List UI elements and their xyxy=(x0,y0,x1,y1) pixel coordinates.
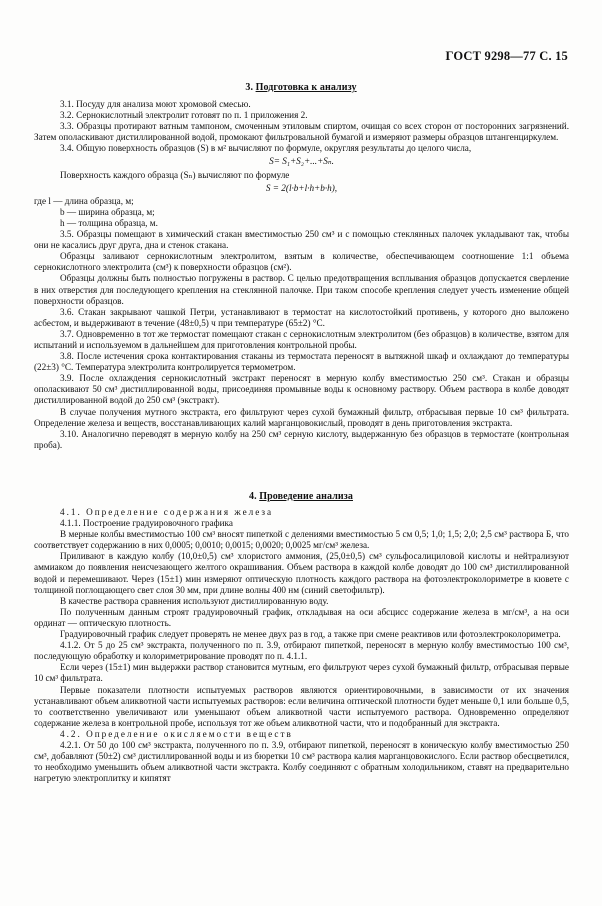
section-4-body xyxy=(34,507,569,784)
paragraph-4-1-2: 4.1.2. От 5 до 25 см³ экстракта, полученного по п. 3.9, отбирают пипеткой, переносят в мерную колбу вместимостью 100 см³, последующую обработку и колориметрирование проводят по п. 4.1.1. xyxy=(34,640,569,662)
section-4-heading xyxy=(0,491,602,502)
section-4-title: Проведение анализа xyxy=(259,491,353,502)
subsection-4-2-heading: 4.2. Определение окисляемости веществ xyxy=(60,728,293,739)
paragraph-graph-check: Градуировочный график следует проверять не менее двух раз в год, а также при смене реактивов или фотоэлектроколориметра. xyxy=(60,629,561,640)
paragraph-3-9: 3.9. После охлаждения сернокислотный экстракт переносят в мерную колбу вместимостью 250 см³. Стакан и образцы ополаскивают 50 см³ дистиллированной воды, присоединяя промывные воды к основному раствору. Объем раствора в колбе доводят дистиллированной водой до 250 см³ (экстракт). xyxy=(34,373,569,406)
paragraph-turbid-filter: Если через (15±1) мин выдержки раствор становится мутным, его фильтруют через сухой бумажный фильтр, отбрасывая первые 10 см³ фильтрата. xyxy=(34,662,569,684)
paragraph-electrolyte: Образцы заливают сернокислотным электролитом, взятым в количестве, обеспечивающем соотношение 1:1 объема сернокислотного электролита (см³) к поверхности образцов (см²). xyxy=(34,251,569,273)
paragraph-4-2-1: 4.2.1. От 50 до 100 см³ экстракта, полученного по п. 3.9, отбирают пипеткой, переносят в коническую колбу вместимостью 250 см³, добавляют (50±2) см³ дистиллированной воды и из бюретки 10 см³ раствора калия марганцовокислого. Если раствор обесцветился, то необходимо уменьшить объем аликвотной части экстракта. Колбу соединяют с обратным холодильником, ставят на предварительно нагретую электроплитку и кипятят xyxy=(34,739,569,784)
where-length: где l — длина образца, м; xyxy=(34,195,134,206)
paragraph-3-1: 3.1. Посуду для анализа моют хромовой смесью. xyxy=(60,99,251,109)
paragraph-sample-surface: Поверхность каждого образца (Sₙ) вычисляют по формуле xyxy=(60,169,290,180)
paragraph-3-7: 3.7. Одновременно в тот же термостат помещают стакан с сернокислотным электролитом (без образцов) в количестве, взятом для испытаний и используемом в дальнейшем для приготовления контрольной пробы. xyxy=(34,328,569,350)
paragraph-3-10: 3.10. Аналогично переводят в мерную колбу на 250 см³ серную кислоту, выдержанную без образцов в термостате (контрольная проба). xyxy=(34,428,569,450)
paragraph-3-4: 3.4. Общую поверхность образцов (S) в м² вычисляют по формуле, округляя результаты до целого числа, xyxy=(60,143,472,154)
paragraph-calibration: В мерные колбы вместимостью 100 см³ вносят пипеткой с делениями вместимостью 5 см 0,5; 1,0; 1,5; 2,0; 2,5 см³ раствора Б, что соответствует содержанию в них 0,0005; 0,0010; 0,0015; 0,0020; 0,0025 мг/см³ железа. xyxy=(34,529,569,551)
paragraph-immersion: Образцы должны быть полностью погружены в раствор. С целью предотвращения всплывания образцов допускается сверление в них отверстия для последующего крепления на стеклянной палочке. При таком способе крепления следует учесть изменение общей поверхности образцов. xyxy=(34,273,569,306)
section-3-heading xyxy=(0,82,602,93)
paragraph-3-5: 3.5. Образцы помещают в химический стакан вместимостью 250 см³ и с помощью стеклянных палочек укладывают так, чтобы они не касались друг друга, дна и стенок стакана. xyxy=(34,229,569,251)
paragraph-density-readings: Первые показатели плотности испытуемых растворов являются ориентировочными, в зависимости от их значения устанавливают объем аликвотной части испытуемых растворов: если величина оптической плотности будет меньше 0,1 или больше 0,5, то соответственно увеличивают или уменьшают объем аликвотной части испытуемого раствора. Одновременно определяют содержание железа в контрольной пробе, используя тот же объем аликвотной части, что и подобранный для экстракта. xyxy=(34,684,569,728)
section-4-number: 4. xyxy=(248,491,257,502)
section-3-body xyxy=(34,99,569,451)
paragraph-3-3: 3.3. Образцы протирают ватным тампоном, смоченным этиловым спиртом, очищая со всех сторон от посторонних загрязнений. Затем ополаскивают дистиллированной водой, промокают фильтровальной бумагой и измеряют размеры образцов штангенциркулем. xyxy=(34,121,569,143)
paragraph-reference-solution: В качестве раствора сравнения используют дистиллированную воду. xyxy=(60,595,329,606)
paragraph-turbid-extract: В случае получения мутного экстракта, его фильтруют через сухой бумажный фильтр, отбрасывая первые 10 см³ фильтрата. Определение железа и веществ, восстанавливающих калий марганцовокислый, проводят в день приготовления экстракта. xyxy=(34,406,569,428)
subsection-4-1-heading: 4.1. Определение содержания железа xyxy=(60,507,274,517)
paragraph-plot-graph: По полученным данным строят градуировочный график, откладывая на оси абсцисс содержание железа в мг/см³, а на оси ординат — оптическую плотность. xyxy=(34,606,569,628)
paragraph-3-2: 3.2. Сернокислотный электролит готовят по п. 1 приложения 2. xyxy=(60,110,308,121)
paragraph-3-8: 3.8. После истечения срока контактирования стаканы из термостата переносят в вытяжной шкаф и охлаждают до температуры (22±3) °С. Температура электролита контролируется термометром. xyxy=(34,351,569,373)
formula-total-surface: S= S₁+S₂+...+Sₙ. xyxy=(269,156,334,167)
page-header: ГОСТ 9298—77 С. 15 xyxy=(445,49,568,63)
paragraph-reagents: Приливают в каждую колбу (10,0±0,5) см³ хлористого аммония, (25,0±0,5) см³ сульфосалициловой кислоты и нейтрализуют аммиаком до появления неисчезающего желтого окрашивания. Объем раствора в каждой колбе доводят до 100 см³ дистиллированной водой и перемешивают. Через (15±1) мин измеряют оптическую плотность каждого раствора на фотоэлектроколориметре в кювете с толщиной поглощающего свет слоя 30 мм, при длине волны 400 нм (синий светофильтр). xyxy=(34,551,569,595)
section-3-number: 3. xyxy=(245,82,254,93)
paragraph-3-6: 3.6. Стакан закрывают чашкой Петри, устанавливают в термостат на кислотостойкий противень, у которого дно выложено асбестом, и выдерживают в течение (48±0,5) ч при температуре (65±2) °С. xyxy=(34,306,569,328)
formula-sample-surface: S = 2(l·b+l·h+b·h), xyxy=(265,182,338,193)
where-thickness: h — толщина образца, м. xyxy=(60,217,158,228)
section-3-title: Подготовка к анализу xyxy=(255,82,357,93)
where-width: b — ширина образца, м; xyxy=(60,206,155,217)
subsection-4-1-1-heading: 4.1.1. Построение градуировочного графика xyxy=(60,518,233,529)
